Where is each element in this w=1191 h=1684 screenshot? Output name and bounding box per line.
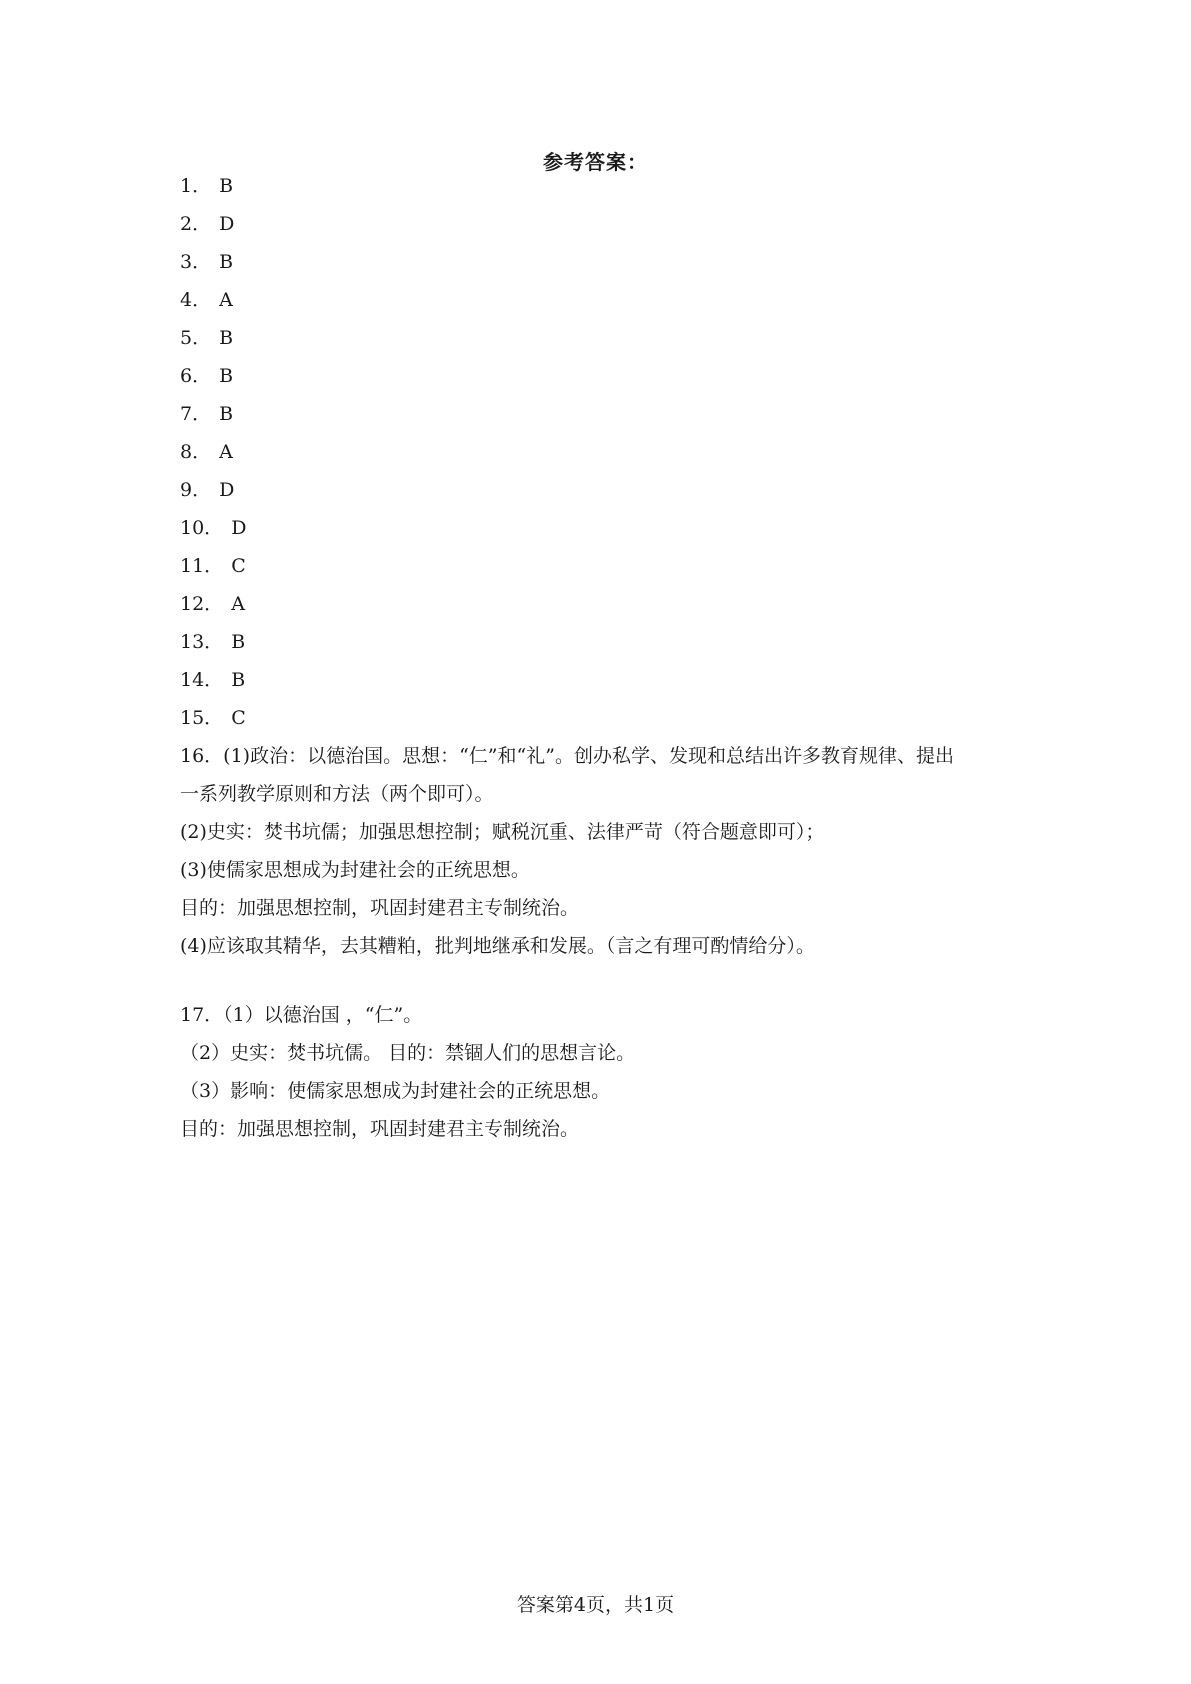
answer-item: 14． B bbox=[180, 669, 246, 691]
page-title: 参考答案： bbox=[543, 150, 648, 174]
answer-item: 4． A bbox=[180, 289, 233, 311]
page-footer: 答案第4页，共1页 bbox=[516, 1594, 675, 1616]
answer-line: 17．（1）以德治国 ，“仁”。 bbox=[180, 1004, 423, 1026]
answer-line: 目的：加强思想控制，巩固封建君主专制统治。 bbox=[180, 897, 580, 919]
answer-line: (3)使儒家思想成为封建社会的正统思想。 bbox=[180, 859, 530, 881]
answer-item: 9． D bbox=[180, 479, 235, 501]
answer-line: 一系列教学原则和方法（两个即可）。 bbox=[180, 783, 494, 805]
answer-item: 6． B bbox=[180, 365, 234, 387]
answer-item: 11． C bbox=[180, 555, 246, 577]
answer-item: 10． D bbox=[180, 517, 247, 539]
answer-line: 目的：加强思想控制，巩固封建君主专制统治。 bbox=[180, 1118, 580, 1140]
answer-item: 15． C bbox=[180, 707, 246, 729]
answer-line: （3）影响：使儒家思想成为封建社会的正统思想。 bbox=[180, 1080, 611, 1102]
answer-line: (2)史实：焚书坑儒；加强思想控制；赋税沉重、法律严苛（符合题意即可）； bbox=[180, 821, 825, 843]
answer-item: 2． D bbox=[180, 213, 235, 235]
answer-item: 3． B bbox=[180, 251, 234, 273]
answer-item: 7． B bbox=[180, 403, 234, 425]
answer-item: 8． A bbox=[180, 441, 233, 463]
answer-line: （2）史实：焚书坑儒。 目的：禁锢人们的思想言论。 bbox=[180, 1042, 636, 1064]
answer-item: 12． A bbox=[180, 593, 245, 615]
answer-line: 16．(1)政治：以德治国。思想：“仁”和“礼”。创办私学、发现和总结出许多教育规律、提出 bbox=[180, 745, 954, 767]
answer-item: 5． B bbox=[180, 327, 234, 349]
answer-item: 1． B bbox=[180, 175, 234, 197]
answer-item: 13． B bbox=[180, 631, 246, 653]
answer-line: (4)应该取其精华，去其糟粕，批判地继承和发展。（言之有理可酌情给分）。 bbox=[180, 935, 815, 957]
